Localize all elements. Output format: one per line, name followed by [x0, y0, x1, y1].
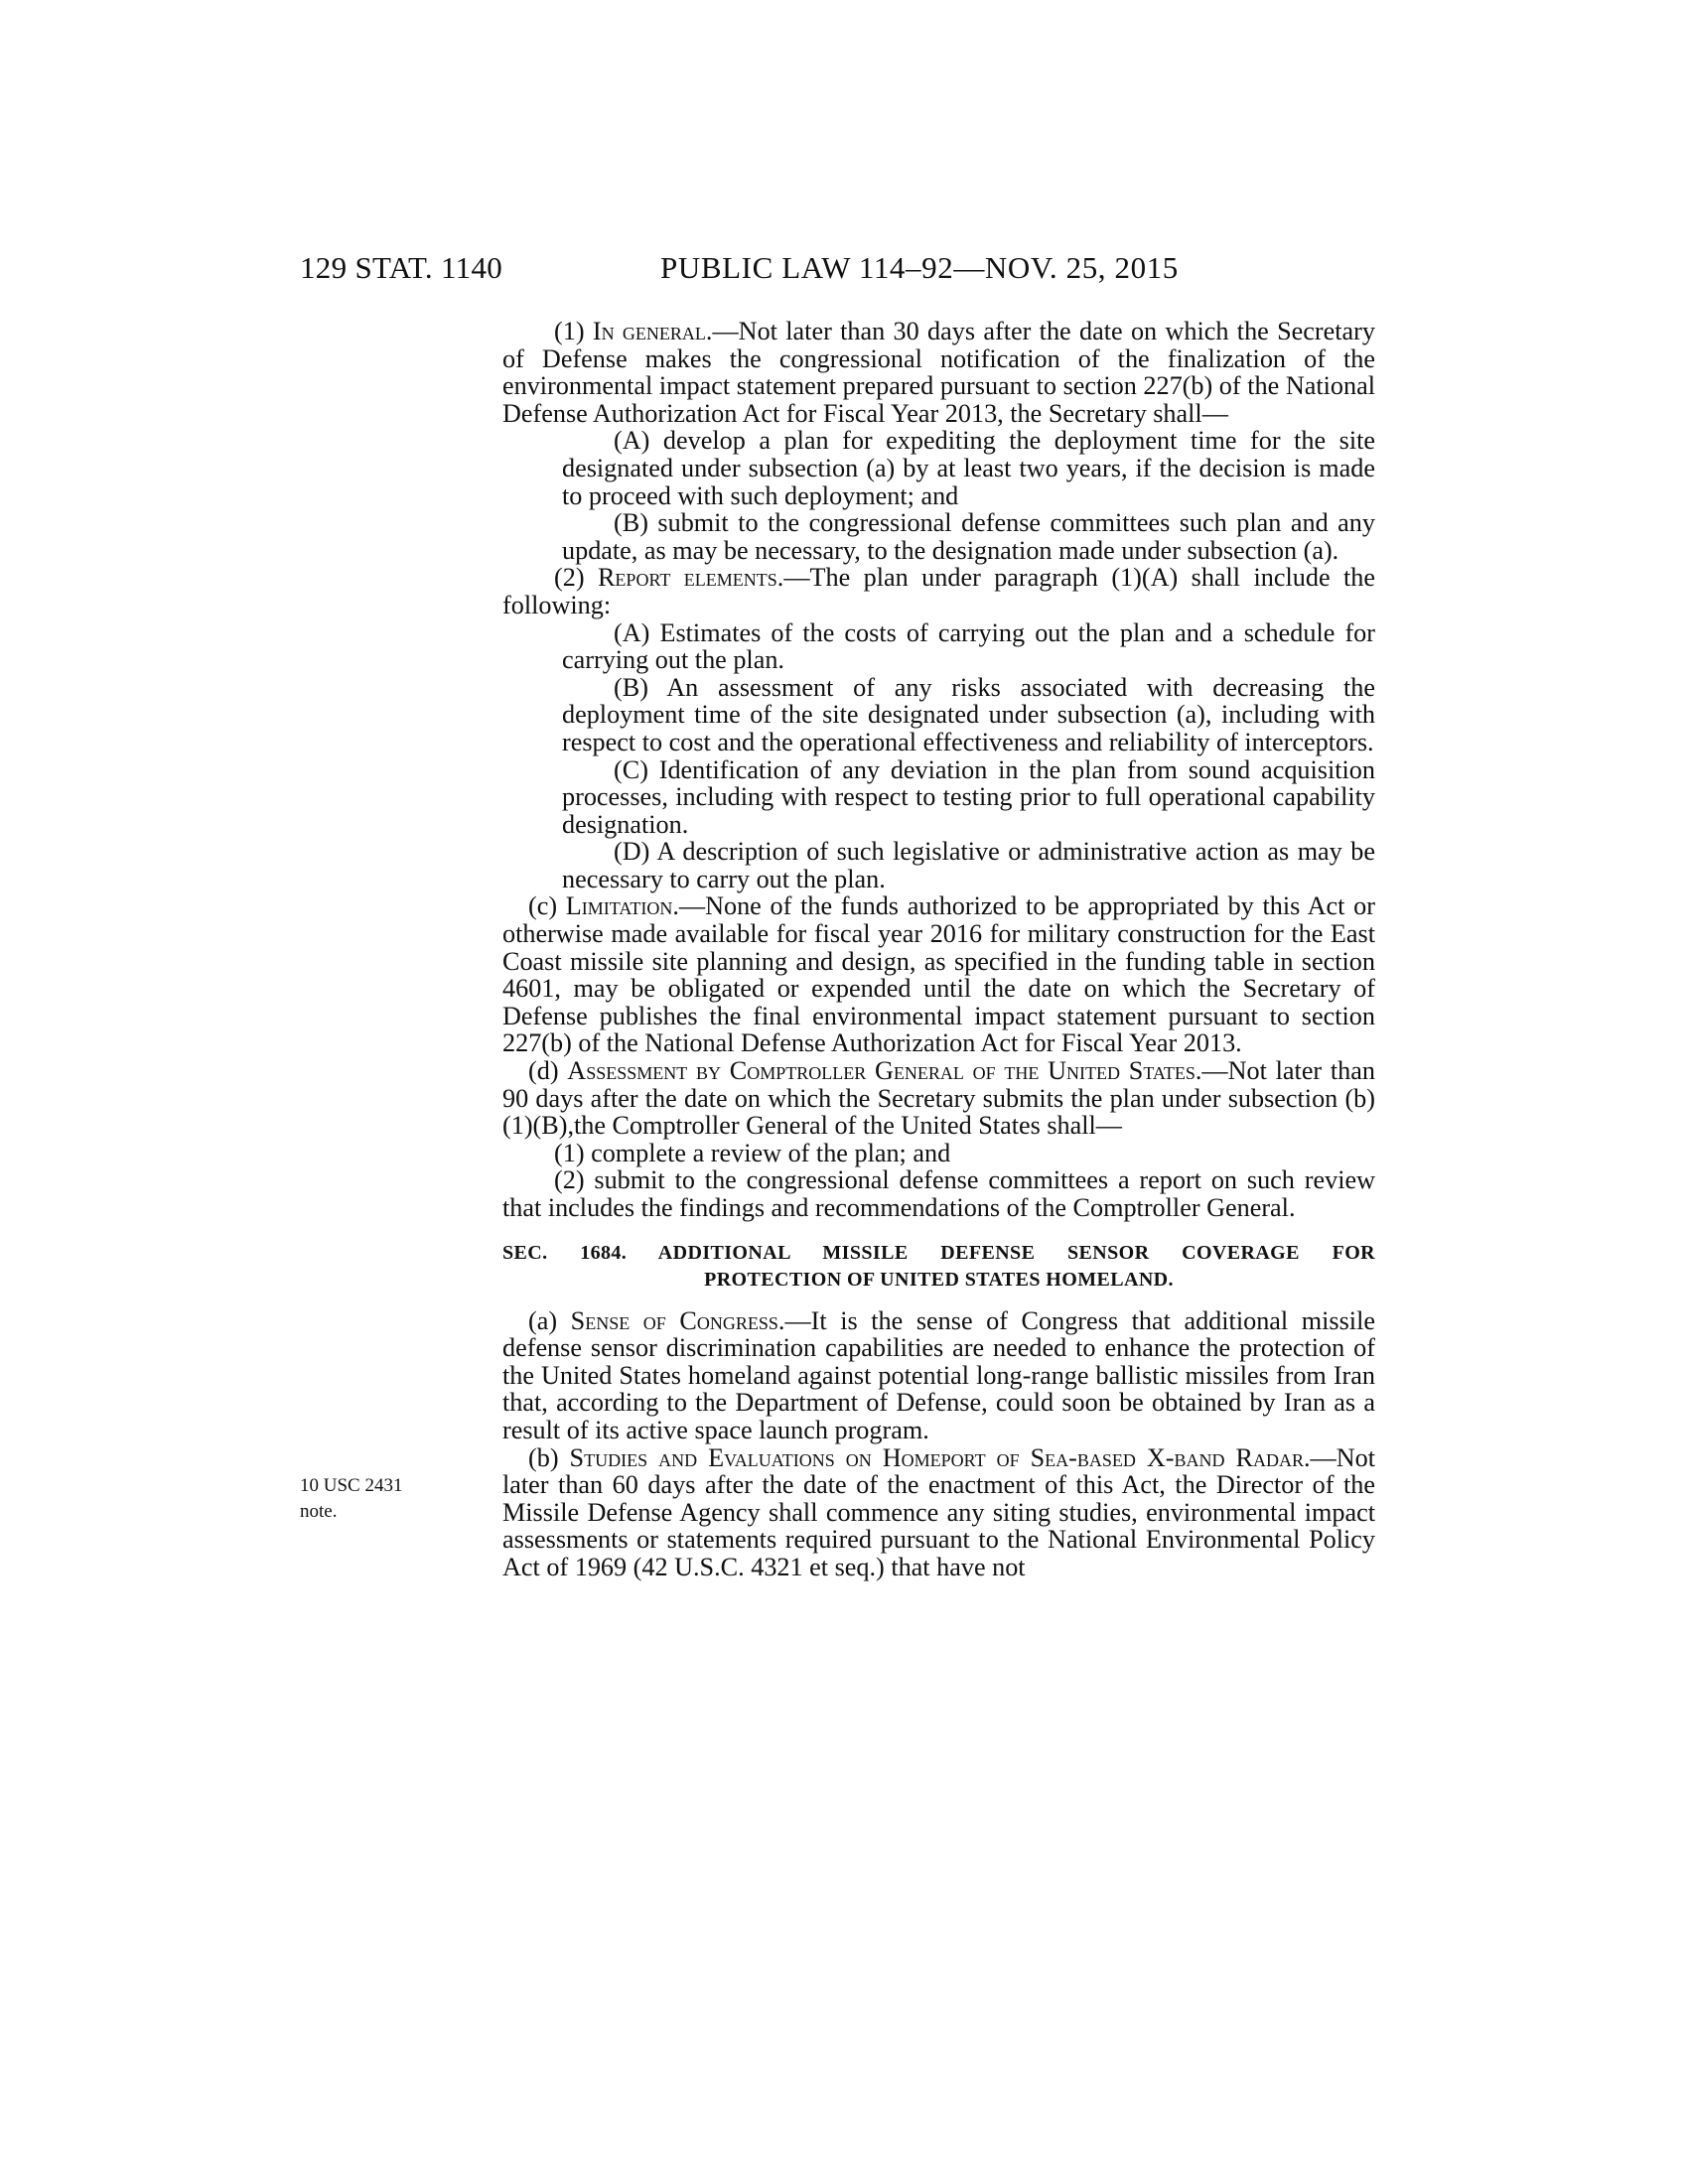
subsection-b-body: .—Not later than 60 days after the date of the enactment of this Act, the Director of the Missile Defense Agency shall commence any siting studies, environmental impact assessments or statements required pursuant to the National Environmental Policy Act of 1969 (42 U.S.C. 4321 et seq.) that have not: [502, 1442, 1376, 1581]
subsection-d-heading: Assessment by Comptroller General of the United States: [567, 1056, 1196, 1086]
subsection-b-number: (b): [528, 1442, 570, 1472]
paragraph-2c: (C) Identification of any deviation in the plan from sound acquisition processes, including with respect to testing prior to full operational capability designation.: [562, 754, 1375, 839]
subsection-b: [502, 1444, 1375, 1581]
section-heading: [502, 1240, 1375, 1294]
body-text: [502, 318, 1375, 1581]
paragraph-2a: (A) Estimates of the costs of carrying out the plan and a schedule for carrying out the plan.: [562, 617, 1375, 675]
paragraph-1: [502, 318, 1375, 427]
section-heading-line-1: SEC. 1684. ADDITIONAL MISSILE DEFENSE SENSOR COVERAGE FOR: [502, 1241, 1375, 1264]
margin-note-citation: 10 USC 2431: [300, 1475, 403, 1496]
paragraph-2-body: .—The plan under paragraph (1)(A) shall include the following:: [502, 563, 1375, 619]
paragraph-2: [502, 564, 1375, 618]
statute-page-number: 129 STAT. 1140: [300, 250, 503, 285]
paragraph-2d: (D) A description of such legislative or administrative action as may be necessary to carry out the plan.: [562, 837, 1375, 893]
paragraph-1-number: (1): [554, 317, 593, 345]
subsection-d: [502, 1057, 1375, 1140]
subsection-a: [502, 1307, 1375, 1444]
margin-note: [300, 1473, 402, 1525]
section-heading-line-2: PROTECTION OF UNITED STATES HOMELAND.: [704, 1268, 1174, 1291]
public-law-header: PUBLIC LAW 114–92—NOV. 25, 2015: [660, 250, 1179, 285]
paragraph-1a: (A) develop a plan for expediting the deployment time for the site designated under subsection (a) by at least two years, if the decision is made to proceed with such deployment; and: [562, 426, 1375, 510]
subsection-a-body: .—It is the sense of Congress that additional missile defense sensor discrimination capabilities are needed to enhance the protection of the United States homeland against potential long-range ballistic missiles from Iran that, according to the Department of Defense, could soon be obtained by Iran as a result of its active space launch program.: [502, 1305, 1375, 1444]
margin-note-label: note.: [300, 1501, 338, 1522]
subsection-b-heading: Studies and Evaluations on Homeport of Sea-based X-band Radar: [569, 1442, 1304, 1472]
subsection-d-body: .—Not later than 90 days after the date on which the Secretary submits the plan under subsection (b)(1)(B),the Comptroller General of the United States shall—: [502, 1056, 1375, 1141]
subsection-c-heading: Limitation: [565, 891, 673, 921]
subsection-d-number: (d): [528, 1056, 568, 1086]
paragraph-1b: (B) submit to the congressional defense committees such plan and any update, as may be necessary, to the designation made under subsection (a).: [562, 508, 1375, 565]
paragraph-d1: (1) complete a review of the plan; and: [554, 1138, 951, 1167]
subsection-c-body: .—None of the funds authorized to be appropriated by this Act or otherwise made available for fiscal year 2016 for military construction for the East Coast missile site planning and design, as specified in the funding table in section 4601, may be obligated or expended until the date on which the Secretary of Defense publishes the final environmental impact statement pursuant to section 227(b) of the National Defense Authorization Act for Fiscal Year 2013.: [502, 891, 1375, 1058]
paragraph-2b: (B) An assessment of any risks associated with decreasing the deployment time of the site designated under subsection (a), including with respect to cost and the operational effectiveness and reliability of interceptors.: [562, 672, 1375, 756]
subsection-c-number: (c): [528, 891, 566, 921]
subsection-c: [502, 892, 1375, 1057]
paragraph-1-heading: In general: [592, 317, 706, 345]
paragraph-1-body: .—Not later than 30 days after the date on which the Secretary of Defense makes the congressional notification of the finalization of the environmental impact statement prepared pursuant to section 227(b) of the National Defense Authorization Act for Fiscal Year 2013, the Secretary shall—: [502, 317, 1375, 428]
subsection-a-number: (a): [528, 1305, 571, 1335]
paragraph-d2: (2) submit to the congressional defense committees a report on such review that includes the findings and recommendations of the Comptroller General.: [502, 1165, 1375, 1222]
subsection-a-heading: Sense of Congress: [570, 1305, 778, 1335]
paragraph-2-number: (2): [554, 563, 598, 593]
paragraph-2-heading: Report elements: [597, 563, 777, 593]
